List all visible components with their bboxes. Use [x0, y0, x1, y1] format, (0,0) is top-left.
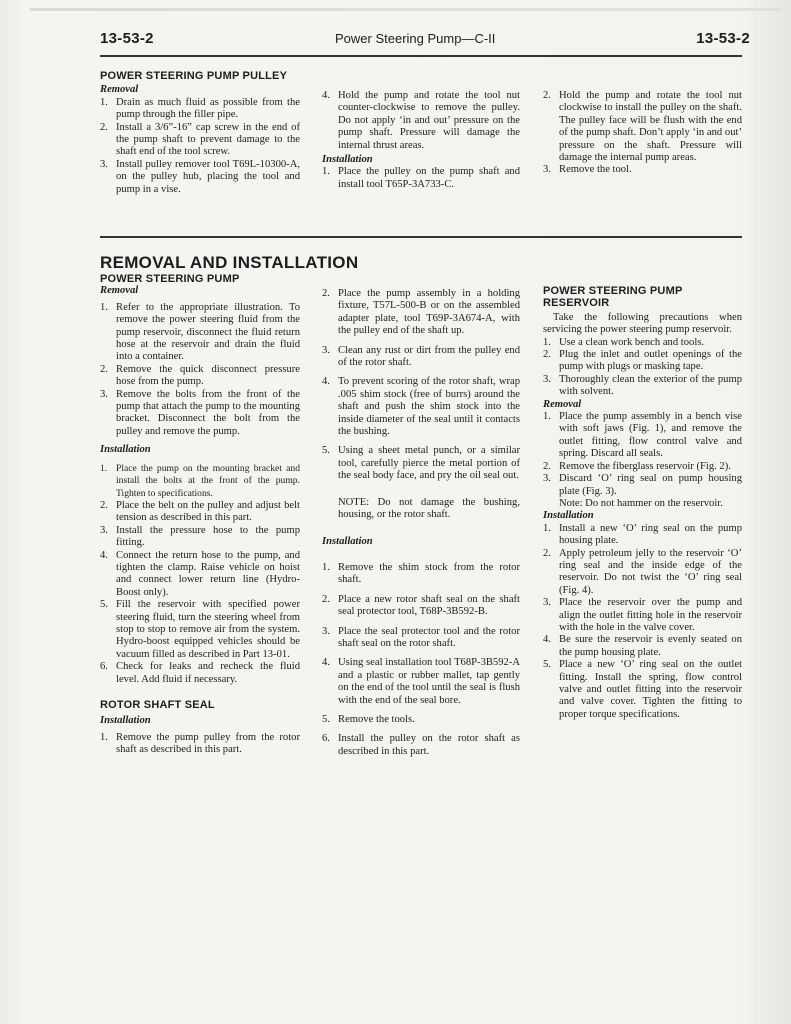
pulley-installation-label: Installation	[322, 154, 373, 166]
list-item: 1. Place the pump assembly in a bench vise with soft jaws (Fig. 1), and remove the outlet fitting, flow control valve and spring. Discard all seals.	[543, 411, 742, 460]
rotor-seal-note: NOTE: Do not damage the bushing, housing, or the rotor shaft.	[338, 496, 520, 521]
list-item: 5. Using a sheet metal punch, or a similar tool, carefully pierce the metal portion of the seal body face, and pry the oil seal out.	[322, 445, 520, 482]
list-item: 2. Place a new rotor shaft seal on the shaft seal protector tool, T68P-3B592-B.	[322, 593, 520, 618]
list-item: 3. Clean any rust or dirt from the pulley end of the rotor shaft.	[322, 344, 520, 369]
list-item: 5. Fill the reservoir with specified power steering fluid, turn the steering wheel from stop to stop to remove air from the system. Hydro-boost equipped vehicles should be vacuum filled as described in Part 13-01.	[100, 599, 300, 660]
header-rule	[100, 55, 742, 57]
list-item: 3. Install pulley remover tool T69L-10300-A, on the pulley hub, placing the tool and pump in a vise.	[100, 158, 300, 195]
list-item: 4. Using seal installation tool T68P-3B592-A and a plastic or rubber mallet, tap gently on the end of the tool until the seal is flush with the end of the seal bore.	[322, 657, 520, 706]
list-item: 3. Remove the bolts from the front of the pump that attach the pump to the mounting bracket. Disconnect the bolt from the pulley and remove the pump.	[100, 388, 300, 437]
list-item: 5. Remove the tools.	[322, 713, 415, 725]
list-item: 2. Apply petroleum jelly to the reservoir ‘O’ ring seal and the inside edge of the reservoir. Do not twist the ‘O’ ring seal (Fig. 4).	[543, 547, 742, 596]
list-item: 4. Be sure the reservoir is evenly seated on the pump housing plate.	[543, 634, 742, 658]
pulley-title: POWER STEERING PUMP PULLEY	[100, 70, 288, 82]
pulley-col-2	[322, 90, 520, 191]
rotor-seal-installation-label-2: Installation	[322, 535, 373, 547]
list-item: 2. Remove the quick disconnect pressure hose from the pump.	[100, 363, 300, 388]
reservoir-title-line1: POWER STEERING PUMP	[543, 285, 683, 297]
list-item: 1. Place the pump on the mounting bracket and install the bolts at the front of the pump. Tighten to specifications.	[100, 462, 300, 499]
reservoir-precautions-list	[543, 337, 742, 399]
list-item: 1. Install a new ‘O’ ring seal on the pump housing plate.	[543, 522, 742, 547]
list-item: 6. Install the pulley on the rotor shaft as described in this part.	[322, 733, 520, 757]
list-item: 1. Drain as much fluid as possible from the pump through the filler pipe.	[100, 96, 300, 121]
list-item: 3. Install the pressure hose to the pump fitting.	[100, 524, 300, 549]
reservoir-removal-list	[543, 411, 742, 498]
list-item: 2. Place the pump assembly in a holding fixture, T57L-500-B or on the assembled adapter plate, tool T69P-3A674-A, with the pulley end of the shaft up.	[322, 288, 520, 337]
reservoir-col-3	[543, 285, 742, 721]
list-item: 2. Remove the fiberglass reservoir (Fig. 2).	[543, 460, 731, 472]
running-title: Power Steering Pump—C-II	[335, 31, 496, 46]
pulley-removal-label: Removal	[100, 84, 139, 96]
list-item: 3. Discard ‘O’ ring seal on pump housing plate (Fig. 3).	[543, 473, 742, 497]
list-item: 5. Place a new ‘O’ ring seal on the outlet fitting. Install the spring, flow control valve and outlet fitting into the reservoir and valve cover. Tighten the fitting to proper torque specifications.	[543, 659, 742, 720]
reservoir-installation-label: Installation	[543, 510, 594, 522]
reservoir-intro: Take the following precautions when servicing the power steering pump reservoir.	[543, 311, 742, 336]
rotor-seal-col-2	[322, 288, 520, 758]
section-rule	[100, 236, 742, 238]
list-item: 1. Remove the shim stock from the rotor shaft.	[322, 561, 520, 586]
pulley-removal-list	[100, 97, 300, 196]
pump-removal-label: Removal	[100, 285, 139, 297]
list-item: 1. Place the pulley on the pump shaft and install tool T65P-3A733-C.	[322, 166, 520, 190]
rotor-seal-removal-list	[322, 288, 520, 483]
list-item: 3. Place the seal protector tool and the rotor shaft seal on the rotor shaft.	[322, 625, 520, 649]
section-title: REMOVAL AND INSTALLATION	[100, 253, 359, 272]
list-item: 2. Install a 3/6”-16” cap screw in the end of the pump shaft to prevent damage to the shaft end of the tool screw.	[100, 121, 300, 158]
list-item: 1. Use a clean work bench and tools.	[543, 336, 705, 348]
page-header	[100, 30, 750, 52]
list-item: 4. To prevent scoring of the rotor shaft, wrap .005 shim stock (free of burrs) around the shaft and push the shim stock into the inside diameter of the seal until it contacts the bushing.	[322, 376, 520, 438]
pulley-col-3	[543, 90, 742, 177]
list-item: 3. Remove the tool.	[543, 164, 632, 176]
pulley-col-1	[100, 70, 300, 196]
list-item: 2. Plug the inlet and outlet openings of the pump with plugs or masking tape.	[543, 349, 742, 373]
pump-title: POWER STEERING PUMP	[100, 273, 240, 285]
list-item: 1. Refer to the appropriate illustration. To remove the power steering fluid from the pump reservoir, disconnect the fluid return hose at the reservoir and drain the fluid into a container.	[100, 301, 300, 363]
list-item: 2. Place the belt on the pulley and adjust belt tension as described in this part.	[100, 499, 300, 524]
list-item: 3. Place the reservoir over the pump and align the outlet fitting hole in the reservoir with the hole in the valve cover.	[543, 597, 742, 633]
reservoir-removal-label: Removal	[543, 398, 582, 410]
rotor-seal-title: ROTOR SHAFT SEAL	[100, 699, 215, 711]
page-number-right: 13-53-2	[696, 30, 750, 47]
pump-installation-list	[100, 463, 300, 686]
pump-col-1	[100, 273, 300, 757]
list-item: 2. Hold the pump and rotate the tool nut clockwise to install the pulley on the shaft. The pulley face will be flush with the end of the pump shaft. Don’t apply ‘in and out’ pressure on the shaft. Pressure will damage the internal pump areas.	[543, 90, 742, 164]
list-item: 6. Check for leaks and recheck the fluid level. Add fluid if necessary.	[100, 661, 300, 685]
reservoir-title-line2: RESERVOIR	[543, 297, 610, 310]
list-item: 4. Hold the pump and rotate the tool nut counter-clockwise to remove the pulley. Do not apply ‘in and out’ pressure on the pump shaft. Pressure will damage the internal thrust areas.	[322, 90, 520, 151]
pump-installation-label: Installation	[100, 444, 151, 456]
rotor-seal-installation-label: Installation	[100, 715, 151, 727]
rotor-seal-installation-list	[322, 562, 520, 758]
list-item: 4. Connect the return hose to the pump, and tighten the clamp. Raise vehicle on hoist and connect lower return line (Hydro-Boost only).	[100, 549, 300, 598]
list-item: 3. Thoroughly clean the exterior of the pump with solvent.	[543, 373, 742, 398]
page-number-left: 13-53-2	[100, 30, 154, 47]
page-edge-line	[30, 8, 781, 11]
reservoir-note: Note: Do not hammer on the reservoir.	[559, 497, 723, 509]
reservoir-installation-list	[543, 523, 742, 722]
list-item: 1. Remove the pump pulley from the rotor shaft as described in this part.	[100, 731, 300, 756]
pump-removal-list	[100, 302, 300, 438]
